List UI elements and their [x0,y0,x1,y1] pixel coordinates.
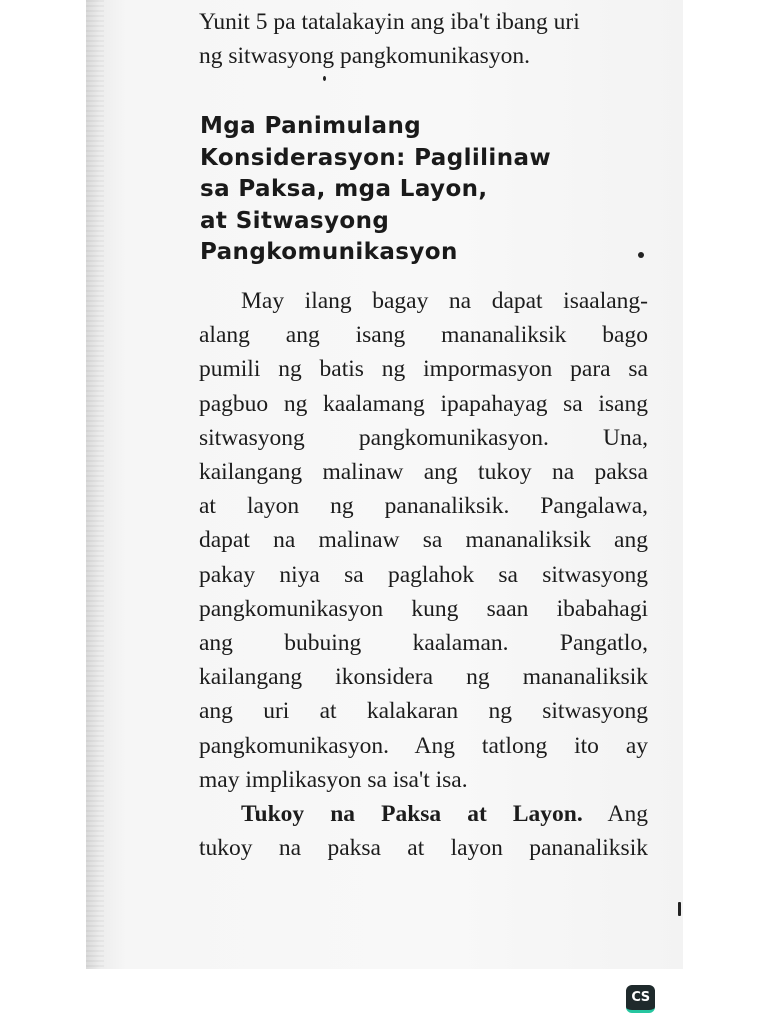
paragraph-line: pakay niya sa paglahok sa sitwasyong [199,561,648,588]
paragraph-line: pangkomunikasyon kung saan ibabahagi [199,595,648,622]
heading-line: Konsiderasyon: Paglilinaw [200,144,552,171]
paragraph-line: ang uri at kalakaran ng sitwasyong [199,698,648,725]
paragraph-line: May ilang bagay na dapat isaalang- [241,288,648,314]
camscanner-logo-icon: CS [626,985,655,1013]
paragraph-line: pangkomunikasyon. Ang tatlong ito ay [199,732,648,759]
stray-ink-mark [678,902,681,916]
intro-line: Yunit 5 pa tatalakayin ang iba't ibang uri [199,9,580,35]
paragraph-line: may implikasyon sa isa't isa. [199,766,468,793]
heading-line: sa Paksa, mga Layon, [200,176,488,202]
paragraph-line: alang ang isang mananaliksik bago [199,322,648,349]
heading-line: Pangkomunikasyon [200,239,458,265]
paragraph-line: ang bubuing kaalaman. Pangatlo, [199,630,648,657]
scanned-page [86,0,683,969]
section-heading [200,111,630,269]
paragraph-line: pagbuo ng kaalamang ipapahayag sa isang [199,390,648,417]
heading-line: at Sitwasyong [200,207,390,234]
stray-ink-mark [638,252,644,258]
body-paragraphs [199,284,648,865]
intro-paragraph [199,5,648,73]
paragraph-text: Ang [607,801,648,828]
paragraph-line: kailangang malinaw ang tukoy na paksa [199,459,648,486]
intro-line: ng sitwasyong pangkomunikasyon. [199,43,530,70]
paragraph-line: tukoy na paksa at layon pananaliksik [199,835,648,862]
heading-line: Mga Panimulang [200,113,422,139]
paragraph-line: pumili ng batis ng impormasyon para sa [199,356,648,383]
run-in-heading: Tukoy na Paksa at Layon. [241,801,583,828]
paragraph-line: at layon ng pananaliksik. Pangalawa, [199,493,648,520]
paragraph-line: sitwasyong pangkomunikasyon. Una, [199,424,648,451]
stray-ink-mark [323,76,326,81]
paragraph-line: dapat na malinaw sa mananaliksik ang [199,527,648,554]
paragraph-line: kailangang ikonsidera ng mananaliksik [199,664,648,691]
paragraph-line [199,797,648,831]
